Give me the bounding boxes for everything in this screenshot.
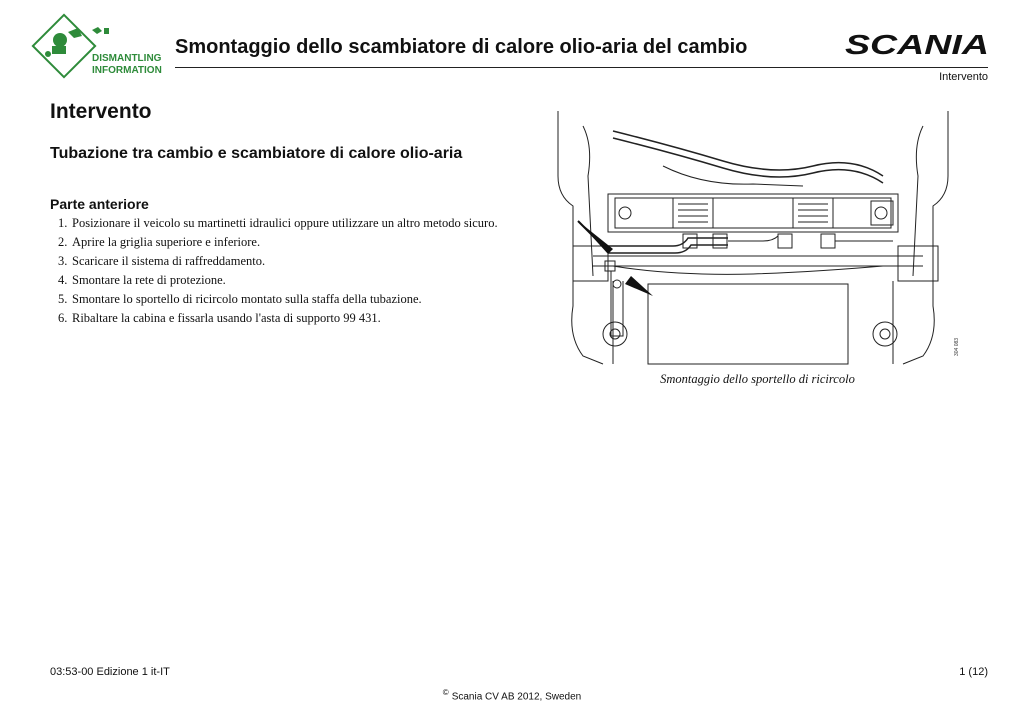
copyright-text: Scania CV AB 2012, Sweden xyxy=(451,691,582,703)
section-tag: Intervento xyxy=(939,71,988,83)
footer-edition: 03:53-00 Edizione 1 it-IT xyxy=(50,666,170,678)
brand-text: SCANIA xyxy=(845,29,989,60)
step-item xyxy=(50,254,505,269)
step-list xyxy=(50,216,505,330)
step-number: 6. xyxy=(58,311,68,325)
figure-caption: Smontaggio dello sportello di ricircolo xyxy=(660,372,855,386)
step-text: Scaricare il sistema di raffreddamento. xyxy=(72,254,266,268)
copyright-symbol: © xyxy=(442,688,449,697)
step-text: Ribaltare la cabina e fissarla usando l'asta di supporto 99 431. xyxy=(72,311,381,325)
technical-illustration xyxy=(553,106,963,366)
step-item xyxy=(50,311,505,326)
page-number: 1 (12) xyxy=(959,666,988,678)
logo-text-1: DISMANTLING xyxy=(92,53,162,64)
sub-title: Tubazione tra cambio e scambiatore di calore olio-aria xyxy=(50,145,463,162)
step-number: 2. xyxy=(58,235,68,249)
logo-text-2: INFORMATION xyxy=(92,65,162,76)
step-text: Posizionare il veicolo su martinetti idraulici oppure utilizzare un altro metodo sicuro. xyxy=(72,216,498,230)
section-title: Intervento xyxy=(50,100,152,123)
copyright xyxy=(0,688,1024,702)
step-item xyxy=(50,216,505,231)
header-rule xyxy=(175,67,988,68)
part-title: Parte anteriore xyxy=(50,196,149,212)
scania-logo xyxy=(844,30,990,58)
document-title: Smontaggio dello scambiatore di calore olio-aria del cambio xyxy=(175,36,748,58)
step-number: 5. xyxy=(58,292,68,306)
step-number: 4. xyxy=(58,273,68,287)
step-number: 3. xyxy=(58,254,68,268)
step-item xyxy=(50,273,505,288)
step-item xyxy=(50,235,505,250)
step-text: Smontare lo sportello di ricircolo montato sulla staffa della tubazione. xyxy=(72,292,422,306)
step-item xyxy=(50,292,505,307)
step-number: 1. xyxy=(58,216,68,230)
step-text: Smontare la rete di protezione. xyxy=(72,273,226,287)
figure-code: 304 083 xyxy=(954,337,960,356)
dismantling-information-logo xyxy=(30,14,162,80)
step-text: Aprire la griglia superiore e inferiore. xyxy=(72,235,261,249)
